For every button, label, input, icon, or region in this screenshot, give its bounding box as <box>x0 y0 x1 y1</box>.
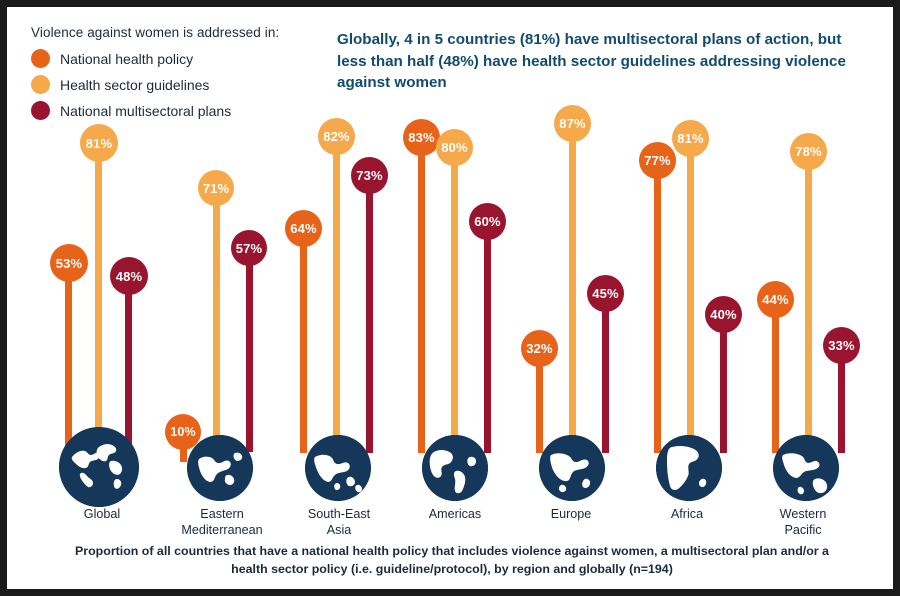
group-africa <box>627 7 747 589</box>
legend-label-national-multisectoral-plans: National multisectoral plans <box>60 102 232 119</box>
category-label-western-pacific-line-1: Western <box>779 507 827 521</box>
category-label-americas-line-1: Americas <box>428 507 482 521</box>
value-global-national-multisectoral-plans: 48% <box>110 257 148 295</box>
stem-global-national-health-policy <box>65 265 72 455</box>
globe-world-icon <box>59 427 139 507</box>
group-global <box>47 7 157 589</box>
globe-americas-icon <box>422 435 488 501</box>
category-label-global-line-1: Global <box>83 507 121 521</box>
stem-western-pacific-health-sector-guidelines <box>805 162 812 453</box>
category-label-eastern-mediterranean-line-2: Mediterranean <box>181 522 263 537</box>
headline-text: Globally, 4 in 5 countries (81%) have multisectoral plans of action, but less than half (48%) have health sector guidelines addressing violence against women <box>337 31 846 92</box>
category-label-americas <box>395 507 515 523</box>
stem-americas-national-multisectoral-plans <box>484 224 491 453</box>
stem-western-pacific-national-health-policy <box>772 307 779 453</box>
category-label-south-east-asia <box>279 507 399 538</box>
legend-label-health-sector-guidelines: Health sector guidelines <box>60 76 210 93</box>
stem-americas-health-sector-guidelines <box>451 153 458 453</box>
category-label-africa-line-1: Africa <box>670 507 704 521</box>
value-western-pacific-health-sector-guidelines: 78% <box>790 133 827 170</box>
chart-plot-area <box>7 7 893 589</box>
stem-western-pacific-national-multisectoral-plans <box>838 355 845 453</box>
value-south-east-asia-national-multisectoral-plans: 73% <box>351 157 388 194</box>
value-south-east-asia-health-sector-guidelines: 82% <box>318 118 355 155</box>
globe-eastern-mediterranean-icon <box>187 435 253 501</box>
globe-western-pacific-icon <box>773 435 839 501</box>
value-global-national-health-policy: 53% <box>50 244 88 282</box>
stem-eastern-mediterranean-health-sector-guidelines <box>213 190 220 452</box>
group-eastern-mediterranean <box>162 7 282 589</box>
category-label-africa <box>627 507 747 523</box>
stem-europe-national-multisectoral-plans <box>602 302 609 453</box>
value-western-pacific-national-multisectoral-plans: 33% <box>823 327 860 364</box>
legend-title: Violence against women is addressed in: <box>31 25 280 40</box>
stem-south-east-asia-national-health-policy <box>300 231 307 453</box>
stem-global-national-multisectoral-plans <box>125 277 132 455</box>
value-africa-national-health-policy: 77% <box>639 142 676 179</box>
value-eastern-mediterranean-national-multisectoral-plans: 57% <box>231 230 267 266</box>
value-europe-health-sector-guidelines: 87% <box>554 105 591 142</box>
infographic-canvas <box>7 7 893 589</box>
value-americas-national-multisectoral-plans: 60% <box>469 203 506 240</box>
globe-south-east-asia-icon <box>305 435 371 501</box>
value-americas-health-sector-guidelines: 80% <box>436 129 473 166</box>
stem-europe-health-sector-guidelines <box>569 129 576 453</box>
stem-americas-national-health-policy <box>418 142 425 453</box>
category-label-europe-line-1: Europe <box>550 507 592 521</box>
category-label-western-pacific-line-2: Pacific <box>784 522 822 537</box>
group-south-east-asia <box>279 7 399 589</box>
value-europe-national-multisectoral-plans: 45% <box>587 275 624 312</box>
value-global-health-sector-guidelines: 81% <box>80 124 118 162</box>
value-europe-national-health-policy: 32% <box>521 330 558 367</box>
group-western-pacific <box>743 7 863 589</box>
category-label-eastern-mediterranean-line-1: Eastern <box>200 507 244 521</box>
stem-africa-health-sector-guidelines <box>687 151 694 453</box>
legend-label-national-health-policy: National health policy <box>60 50 194 67</box>
group-europe <box>511 7 631 589</box>
category-label-europe <box>511 507 631 523</box>
category-label-global <box>47 507 157 523</box>
value-eastern-mediterranean-health-sector-guidelines: 71% <box>198 170 234 206</box>
chart-caption: Proportion of all countries that have a national health policy that includes violence against women, a multisectoral plan and/or a health sector policy (i.e. guideline/protocol), by region and globally (n=194) <box>75 544 829 576</box>
category-label-western-pacific <box>743 507 863 538</box>
stem-eastern-mediterranean-national-multisectoral-plans <box>246 250 253 452</box>
group-americas <box>395 7 515 589</box>
stem-south-east-asia-national-multisectoral-plans <box>366 178 373 453</box>
stem-south-east-asia-health-sector-guidelines <box>333 150 340 453</box>
value-africa-health-sector-guidelines: 81% <box>672 120 709 157</box>
value-south-east-asia-national-health-policy: 64% <box>285 210 322 247</box>
globe-africa-icon <box>656 435 722 501</box>
value-western-pacific-national-health-policy: 44% <box>757 281 794 318</box>
stem-africa-national-health-policy <box>654 174 661 453</box>
stem-africa-national-multisectoral-plans <box>720 322 727 453</box>
category-label-south-east-asia-line-2: Asia <box>326 522 352 537</box>
category-label-south-east-asia-line-1: South-East <box>307 507 371 521</box>
value-africa-national-multisectoral-plans: 40% <box>705 296 742 333</box>
stem-europe-national-health-policy <box>536 352 543 453</box>
category-label-eastern-mediterranean <box>162 507 282 538</box>
value-americas-national-health-policy: 83% <box>403 119 440 156</box>
value-eastern-mediterranean-national-health-policy: 10% <box>165 414 201 450</box>
stem-global-health-sector-guidelines <box>95 144 102 455</box>
globe-europe-icon <box>539 435 605 501</box>
